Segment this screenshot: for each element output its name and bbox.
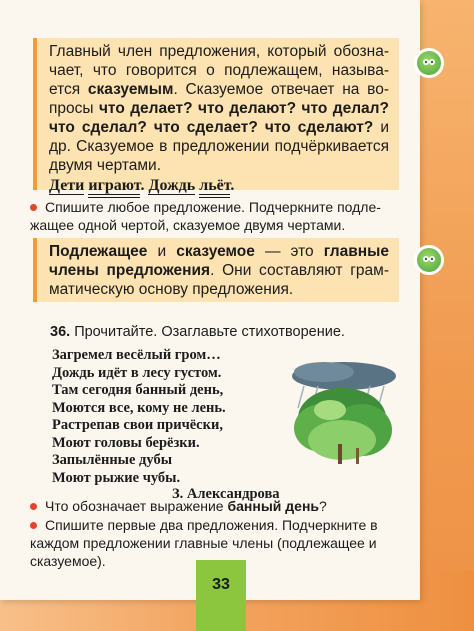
- exercise-instruction: Прочитайте. Озаглавьте стихотворение.: [70, 324, 345, 340]
- rule-questions: что делает? что делают? что делал? что сделал? что сделает? что сделают?: [49, 100, 389, 136]
- exercise-number: 36.: [50, 324, 71, 340]
- poem: [52, 347, 226, 487]
- bullet-icon: [30, 522, 37, 529]
- poem-line: Растрепав свои причёски,: [52, 417, 223, 433]
- page-number: 33: [212, 576, 230, 593]
- example-predicate: льёт: [199, 177, 230, 198]
- reading-owl-icon: [414, 245, 444, 275]
- task-text: ?: [319, 498, 327, 514]
- poem-line: Там сегодня банный день,: [52, 382, 224, 398]
- poem-line: Моют рыжие чубы.: [52, 469, 181, 486]
- task-term: банный день: [227, 498, 320, 514]
- poem-author: З. Александрова: [172, 486, 280, 502]
- exercise-heading: [50, 324, 345, 340]
- rule-part: и: [147, 243, 177, 260]
- page-number-tab: [196, 560, 246, 631]
- bullet-icon: [30, 204, 37, 211]
- task-item: [30, 497, 400, 515]
- rule-box-predicate: [33, 38, 399, 194]
- rule-term: сказуемым: [87, 81, 174, 98]
- example-predicate: играют: [88, 177, 140, 198]
- poem-line: Моют головы берёзки.: [52, 434, 200, 451]
- rule-part: . Сказуемое отвечает на вопросы: [49, 81, 389, 117]
- background-right: [414, 0, 474, 631]
- rule-box-main-members: [33, 238, 399, 302]
- rule-part: и др. Сказуемое в предложении подчёркивается двумя чертами.: [49, 119, 389, 174]
- poem-line: Дождь идёт в лесу густом.: [52, 364, 222, 381]
- example-subject: Дети: [49, 177, 85, 194]
- example-sentences: Дети играют. Дождь льёт.: [49, 177, 389, 195]
- example-subject: Дождь: [148, 177, 196, 194]
- rule-part: Главный член предложения, который обозначает, что говорится о подлежащем, называется: [49, 43, 389, 98]
- rule-term: сказуемое: [176, 243, 255, 260]
- task-text: Что обозначает выражение: [45, 498, 228, 514]
- rule-text-predicate: [49, 42, 389, 175]
- rule-term: главные члены предложения: [49, 243, 389, 279]
- poem-line: Моются все, кому не лень.: [52, 399, 226, 416]
- rule-part: . Они составляют грамматическую основу предложения.: [49, 262, 390, 298]
- forest-rain-illustration: [284, 358, 402, 468]
- rule-term: Подлежащее: [49, 243, 148, 260]
- poem-line: Запылённые дубы: [52, 452, 173, 468]
- poem-line: Загремел весёлый гром…: [52, 347, 221, 363]
- reading-owl-icon: [414, 48, 444, 78]
- task-item: [30, 198, 400, 234]
- rule-text-main-members: [49, 242, 389, 299]
- rule-part: — это: [254, 243, 324, 260]
- bullet-icon: [30, 503, 37, 510]
- task-text: Спишите первые два предложения. Подчеркните в каждом предложении главные члены (подлежащее и сказуемое).: [30, 517, 378, 569]
- task-text: Спишите любое предложение. Подчеркните подлежащее одной чертой, сказуемое двумя чертами.: [30, 199, 381, 233]
